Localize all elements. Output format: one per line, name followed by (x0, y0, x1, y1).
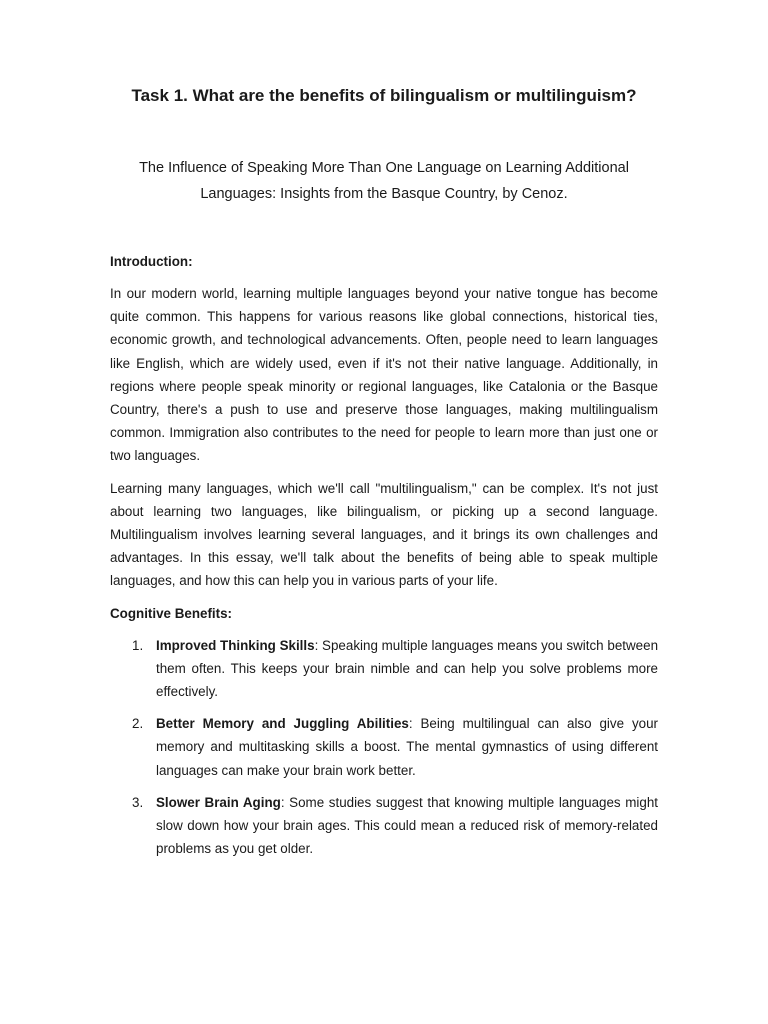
introduction-paragraph-1: In our modern world, learning multiple languages beyond your native tongue has become quite common. This happens for various reasons like global connections, historical ties, economic growth, and technological advancements. Often, people need to learn languages like English, which are widely used, even if it's not their native language. Additionally, in regions where people speak minority or regional languages, like Catalonia or the Basque Country, there's a push to use and preserve those languages, making multilingualism common. Immigration also contributes to the need for people to learn more than just one or two languages. (110, 286, 658, 464)
list-item-number: 2. (132, 716, 144, 732)
cognitive-benefits-list (110, 634, 658, 861)
document-title: Task 1. What are the benefits of bilingualism or multilinguism? (131, 86, 637, 105)
introduction-heading: Introduction: (110, 254, 193, 269)
introduction-paragraph-2: Learning many languages, which we'll call "multilingualism," can be complex. It's not just about learning two languages, like bilingualism, or picking up a second language. Multilingualism involves learning several languages, and it brings its own challenges and advantages. In this essay, we'll talk about the benefits of being able to speak multiple languages, and how this can help you in various parts of your life. (110, 480, 658, 589)
list-item-text: : Some studies suggest that knowing multiple languages might slow down how your brain ages. This could mean a reduced risk of memory-related problems as you get older. (156, 794, 658, 857)
list-item-number: 3. (132, 794, 144, 810)
document-body (110, 250, 658, 869)
list-item (110, 634, 658, 704)
list-item-text: : Speaking multiple languages means you switch between them often. This keeps your brain nimble and can help you solve problems more effectively. (156, 637, 659, 700)
list-item (110, 712, 658, 782)
list-item-text: : Being multilingual can also give your memory and multitasking skills a boost. The mental gymnastics of using different languages can make your brain work better. (156, 716, 658, 778)
list-item-term: Slower Brain Aging (156, 794, 281, 810)
list-item-term: Improved Thinking Skills (156, 637, 315, 653)
list-item-number: 1. (132, 637, 144, 653)
list-item (110, 791, 658, 861)
list-item-term: Better Memory and Juggling Abilities (156, 716, 409, 732)
cognitive-benefits-heading: Cognitive Benefits: (110, 605, 233, 621)
document-subtitle: The Influence of Speaking More Than One Language on Learning Additional Languages: Insights from the Basque Country, by Cenoz. (139, 160, 629, 202)
